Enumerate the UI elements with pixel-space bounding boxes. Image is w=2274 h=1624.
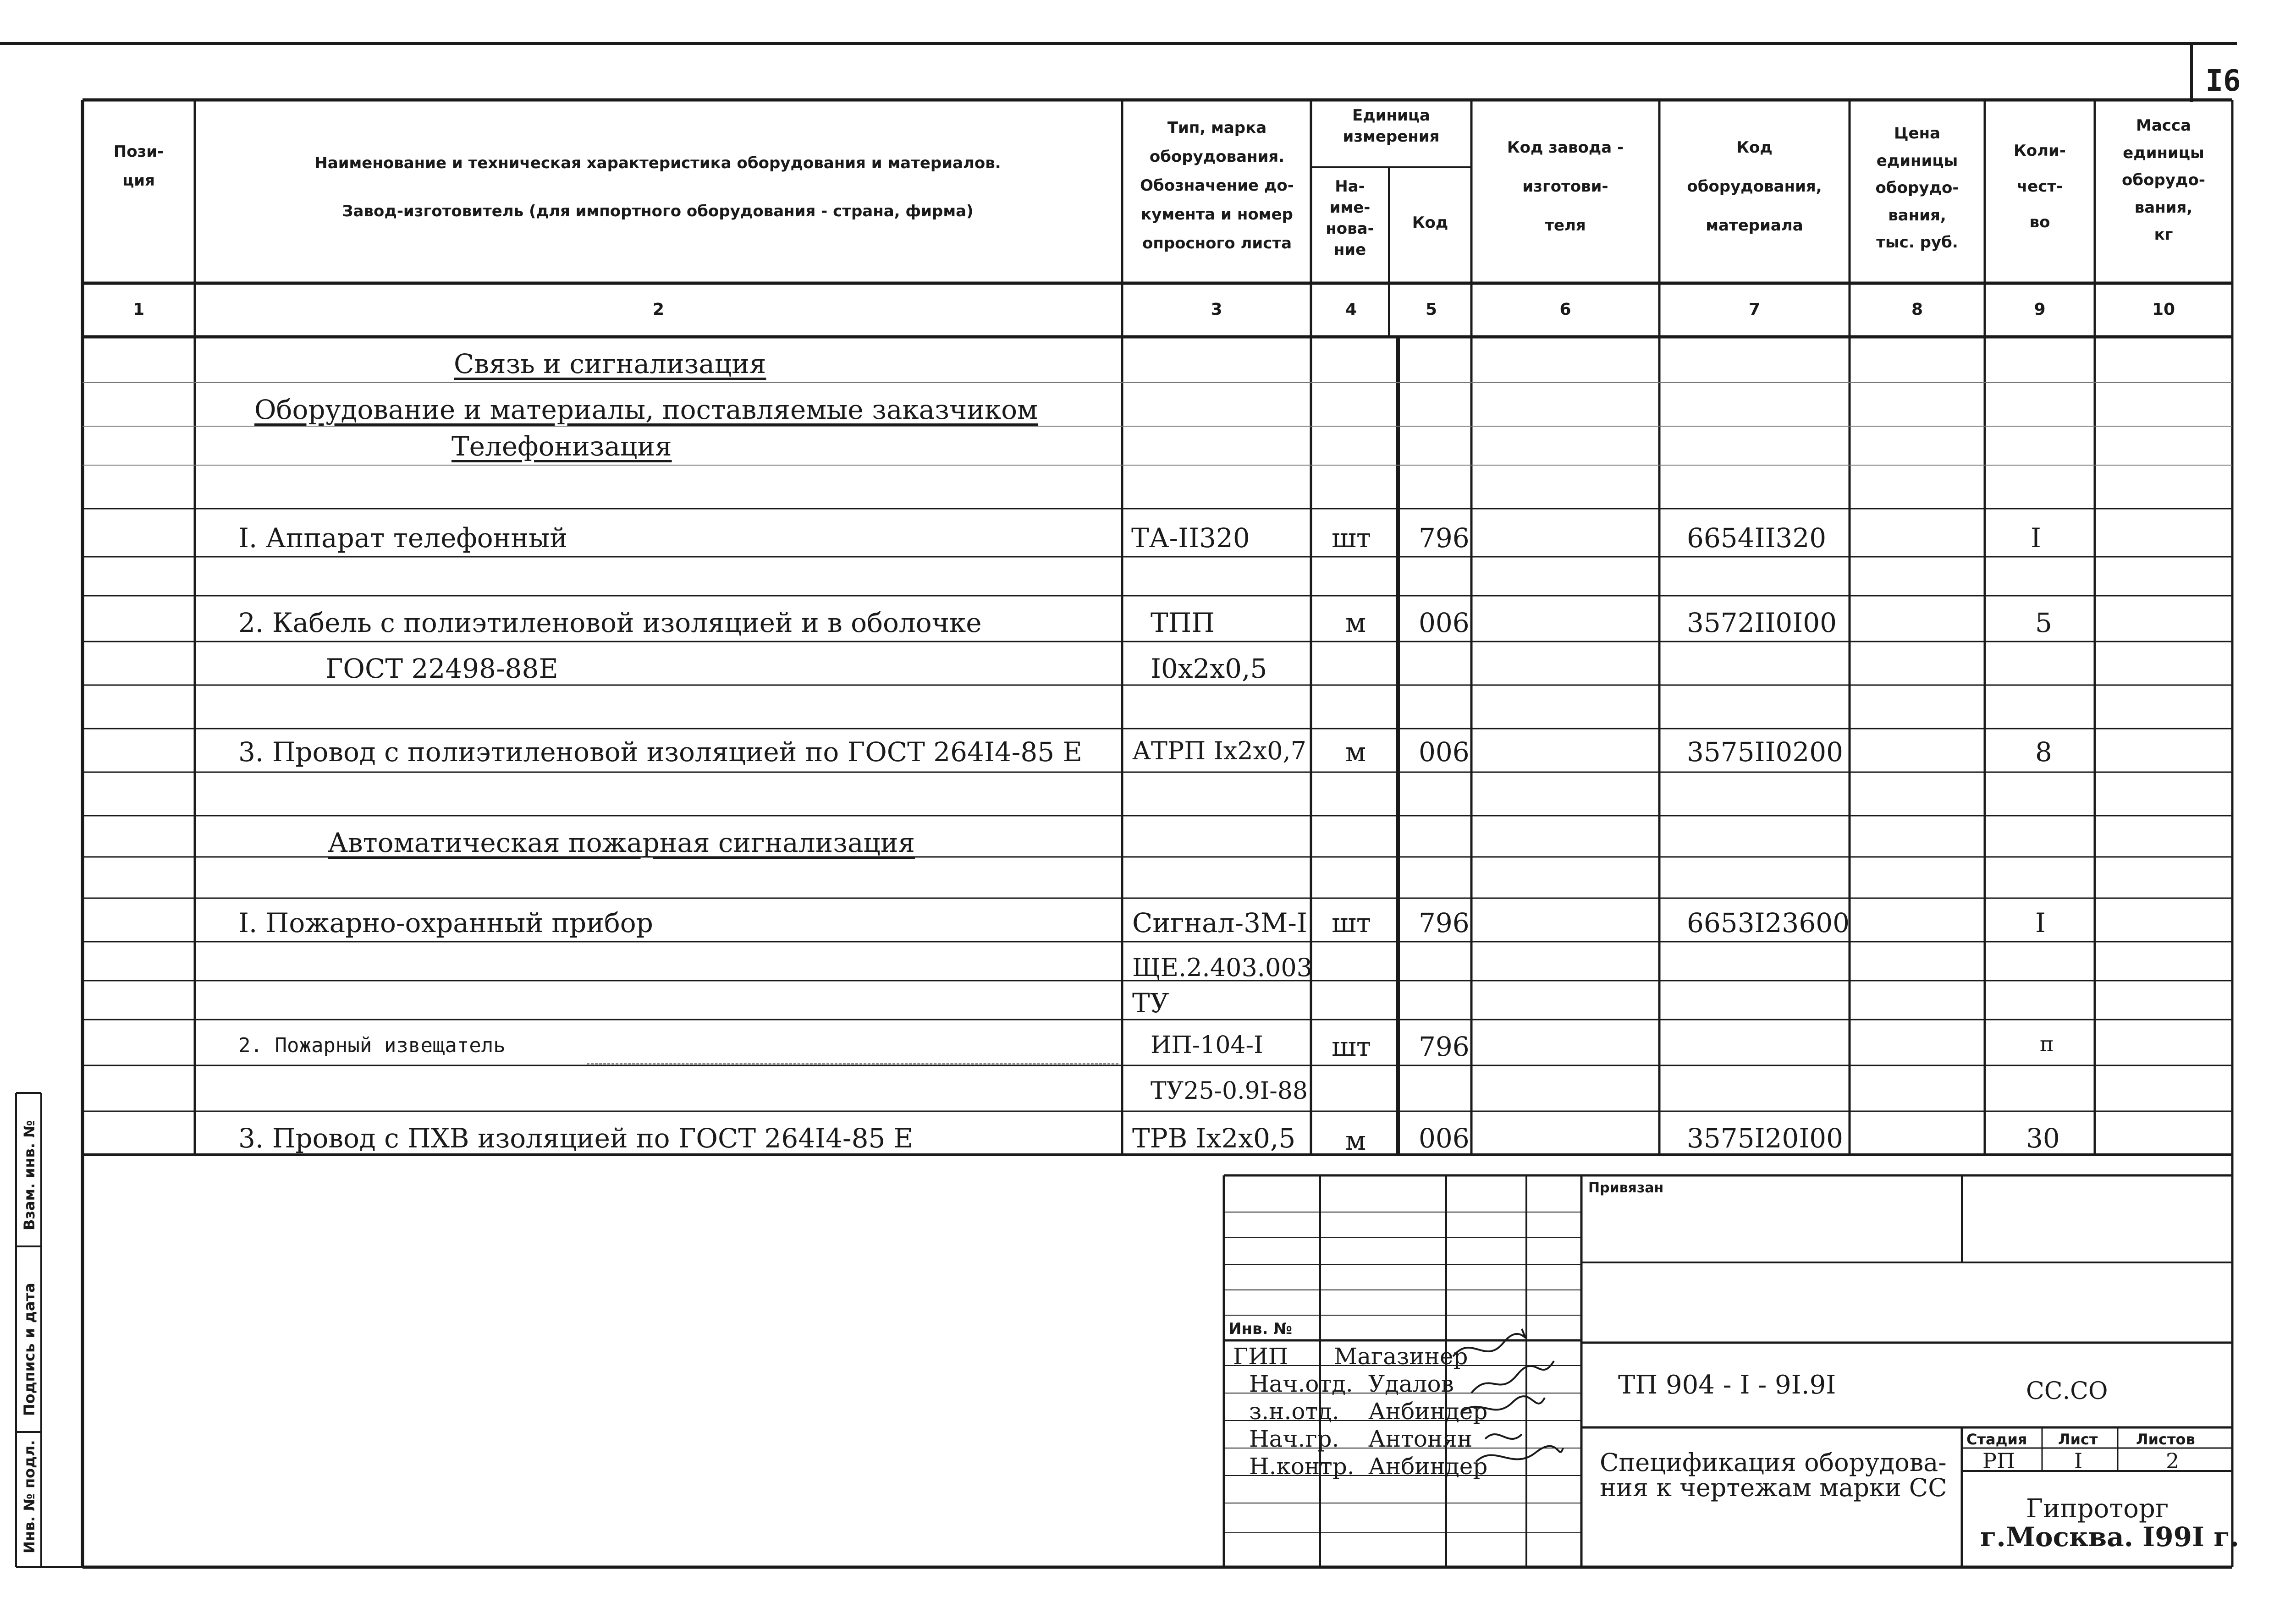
row5-qty: п bbox=[2040, 1031, 2054, 1056]
row2-qty: 5 bbox=[2035, 607, 2052, 638]
doc-mark: СС.СО bbox=[2026, 1377, 2108, 1405]
colnum-7: 7 bbox=[1748, 300, 1761, 319]
header-price: Цена единицы оборудо- вания, тыс. руб. bbox=[1875, 124, 1959, 252]
header-type: Тип, марка оборудования. Обозначение до- кумента и номер опросного листа bbox=[1140, 119, 1294, 252]
header-mass: Масса единицы оборудо- вания, кг bbox=[2122, 116, 2205, 244]
colnum-8: 8 bbox=[1911, 300, 1923, 319]
side-label-replace-inv: Взам. инв. № bbox=[21, 1120, 38, 1230]
header-quantity: Коли- чест- во bbox=[2014, 142, 2066, 232]
header-plant-code: Код завода - изготови- теля bbox=[1507, 138, 1624, 235]
row3-qty: 8 bbox=[2035, 736, 2052, 768]
row6-code: 006 bbox=[1419, 1123, 1470, 1154]
section-customer-supplied: Оборудование и материалы, поставляемые заказчиком bbox=[254, 394, 1038, 425]
row2-code: 006 bbox=[1419, 607, 1470, 638]
header-position: Пози- ция bbox=[113, 143, 164, 190]
name-deputy-head: Анбиндер bbox=[1368, 1398, 1488, 1425]
row1-unit: шт bbox=[1332, 522, 1371, 554]
colnum-5: 5 bbox=[1425, 300, 1437, 319]
doc-title-line1: Спецификация оборудова- bbox=[1600, 1448, 1947, 1477]
role-norm-control: Н.контр. bbox=[1249, 1453, 1354, 1480]
colnum-4: 4 bbox=[1345, 300, 1357, 319]
row5-name: 2. Пожарный извещатель bbox=[238, 1034, 506, 1057]
header-name-line2: Завод-изготовитель (для импортного оборудования - страна, фирма) bbox=[342, 202, 974, 220]
row4-type-doc: ЩЕ.2.403.003 bbox=[1132, 953, 1313, 982]
doc-code: ТП 904 - I - 9I.9I bbox=[1618, 1370, 1836, 1400]
colnum-1: 1 bbox=[132, 300, 145, 319]
inv-number-label: Инв. № bbox=[1228, 1320, 1293, 1338]
row5-type: ИП-104-I bbox=[1151, 1031, 1263, 1059]
row6-unit: м bbox=[1345, 1125, 1366, 1156]
header-unit-name: На- име- нова- ние bbox=[1326, 177, 1374, 259]
role-deputy-head: з.н.отд. bbox=[1249, 1398, 1339, 1425]
row5-dashed-rule bbox=[587, 1063, 1118, 1064]
city-year: г.Москва. I99I г. bbox=[1980, 1521, 2239, 1553]
stage-value: РП bbox=[1982, 1448, 2015, 1473]
header-equip-code: Код оборудования, материала bbox=[1687, 138, 1822, 235]
header-name-line1: Наименование и техническая характеристика оборудования и материалов. bbox=[314, 154, 1001, 172]
stage-label: Стадия bbox=[1966, 1431, 2027, 1448]
row5-unit: шт bbox=[1332, 1031, 1371, 1062]
row1-name: I. Аппарат телефонный bbox=[238, 522, 567, 554]
sheet-value: I bbox=[2074, 1448, 2083, 1473]
row4-type-tu: ТУ bbox=[1132, 988, 1169, 1019]
sheet-number: I6 bbox=[2205, 64, 2241, 98]
row3-equip-code: 3575II0200 bbox=[1687, 736, 1844, 768]
row2-unit: м bbox=[1345, 607, 1366, 638]
row6-equip-code: 3575I20I00 bbox=[1687, 1123, 1844, 1154]
row1-code: 796 bbox=[1419, 522, 1470, 554]
section-communications: Связь и сигнализация bbox=[454, 348, 766, 379]
row1-equip-code: 6654II320 bbox=[1687, 522, 1827, 554]
colnum-2: 2 bbox=[652, 300, 665, 319]
signatures bbox=[1444, 1324, 1591, 1489]
row4-unit: шт bbox=[1332, 907, 1371, 938]
row5-code: 796 bbox=[1419, 1031, 1470, 1062]
header-unit-code: Код bbox=[1412, 214, 1448, 232]
colnum-3: 3 bbox=[1211, 300, 1222, 319]
name-head-dept: Удалов bbox=[1368, 1371, 1454, 1397]
row3-name: 3. Провод с полиэтиленовой изоляцией по ГОСТ 264I4-85 Е bbox=[238, 736, 1082, 768]
row2-type-spec: I0х2х0,5 bbox=[1151, 653, 1267, 684]
row1-type: ТА-II320 bbox=[1131, 522, 1250, 554]
row3-code: 006 bbox=[1419, 736, 1470, 768]
sheet-label: Лист bbox=[2058, 1431, 2098, 1448]
name-group-head: Антонян bbox=[1368, 1426, 1473, 1452]
row6-type: ТРВ Iх2х0,5 bbox=[1132, 1123, 1296, 1154]
privyazan-label: Привязан bbox=[1588, 1180, 1664, 1196]
section-telephony: Телефонизация bbox=[451, 431, 672, 462]
row4-code: 796 bbox=[1419, 907, 1470, 938]
colnum-6: 6 bbox=[1559, 300, 1571, 319]
side-label-inv-original: Инв. № подл. bbox=[21, 1440, 38, 1553]
colnum-9: 9 bbox=[2034, 300, 2046, 319]
name-gip: Магазинер bbox=[1334, 1343, 1468, 1370]
name-norm-control: Анбиндер bbox=[1368, 1453, 1488, 1480]
sheets-label: Листов bbox=[2136, 1431, 2195, 1448]
doc-title-line2: ния к чертежам марки СС bbox=[1600, 1473, 1947, 1502]
row4-equip-code: 6653I23600 bbox=[1687, 907, 1850, 938]
row4-type: Сигнал-3М-I bbox=[1132, 907, 1307, 938]
row3-type: АТРП Iх2х0,7 bbox=[1132, 736, 1306, 765]
row5-type-tu: ТУ25-0.9I-88 bbox=[1151, 1077, 1308, 1105]
header-unit-group: Единица измерения bbox=[1343, 106, 1440, 146]
row2-type: ТПП bbox=[1151, 607, 1215, 638]
role-head-dept: Нач.отд. bbox=[1249, 1371, 1353, 1397]
row4-name: I. Пожарно-охранный прибор bbox=[238, 907, 653, 938]
row2-name: 2. Кабель с полиэтиленовой изоляцией и в оболочке bbox=[238, 607, 982, 638]
row1-qty: I bbox=[2031, 522, 2041, 554]
role-gip: ГИП bbox=[1233, 1343, 1288, 1370]
row2-standard: ГОСТ 22498-88Е bbox=[325, 653, 558, 684]
side-label-signature-date: Подпись и дата bbox=[21, 1283, 38, 1416]
row4-qty: I bbox=[2035, 907, 2046, 938]
section-fire-alarm: Автоматическая пожарная сигнализация bbox=[328, 827, 915, 858]
colnum-10: 10 bbox=[2152, 300, 2175, 319]
row3-unit: м bbox=[1345, 736, 1366, 768]
sheets-value: 2 bbox=[2166, 1448, 2180, 1473]
org-name: Гипроторг bbox=[2026, 1494, 2169, 1524]
row2-equip-code: 3572II0I00 bbox=[1687, 607, 1837, 638]
role-group-head: Нач.гр. bbox=[1249, 1426, 1339, 1452]
row6-qty: 30 bbox=[2026, 1123, 2060, 1154]
row6-name: 3. Провод с ПХВ изоляцией по ГОСТ 264I4-85 Е bbox=[238, 1123, 914, 1154]
